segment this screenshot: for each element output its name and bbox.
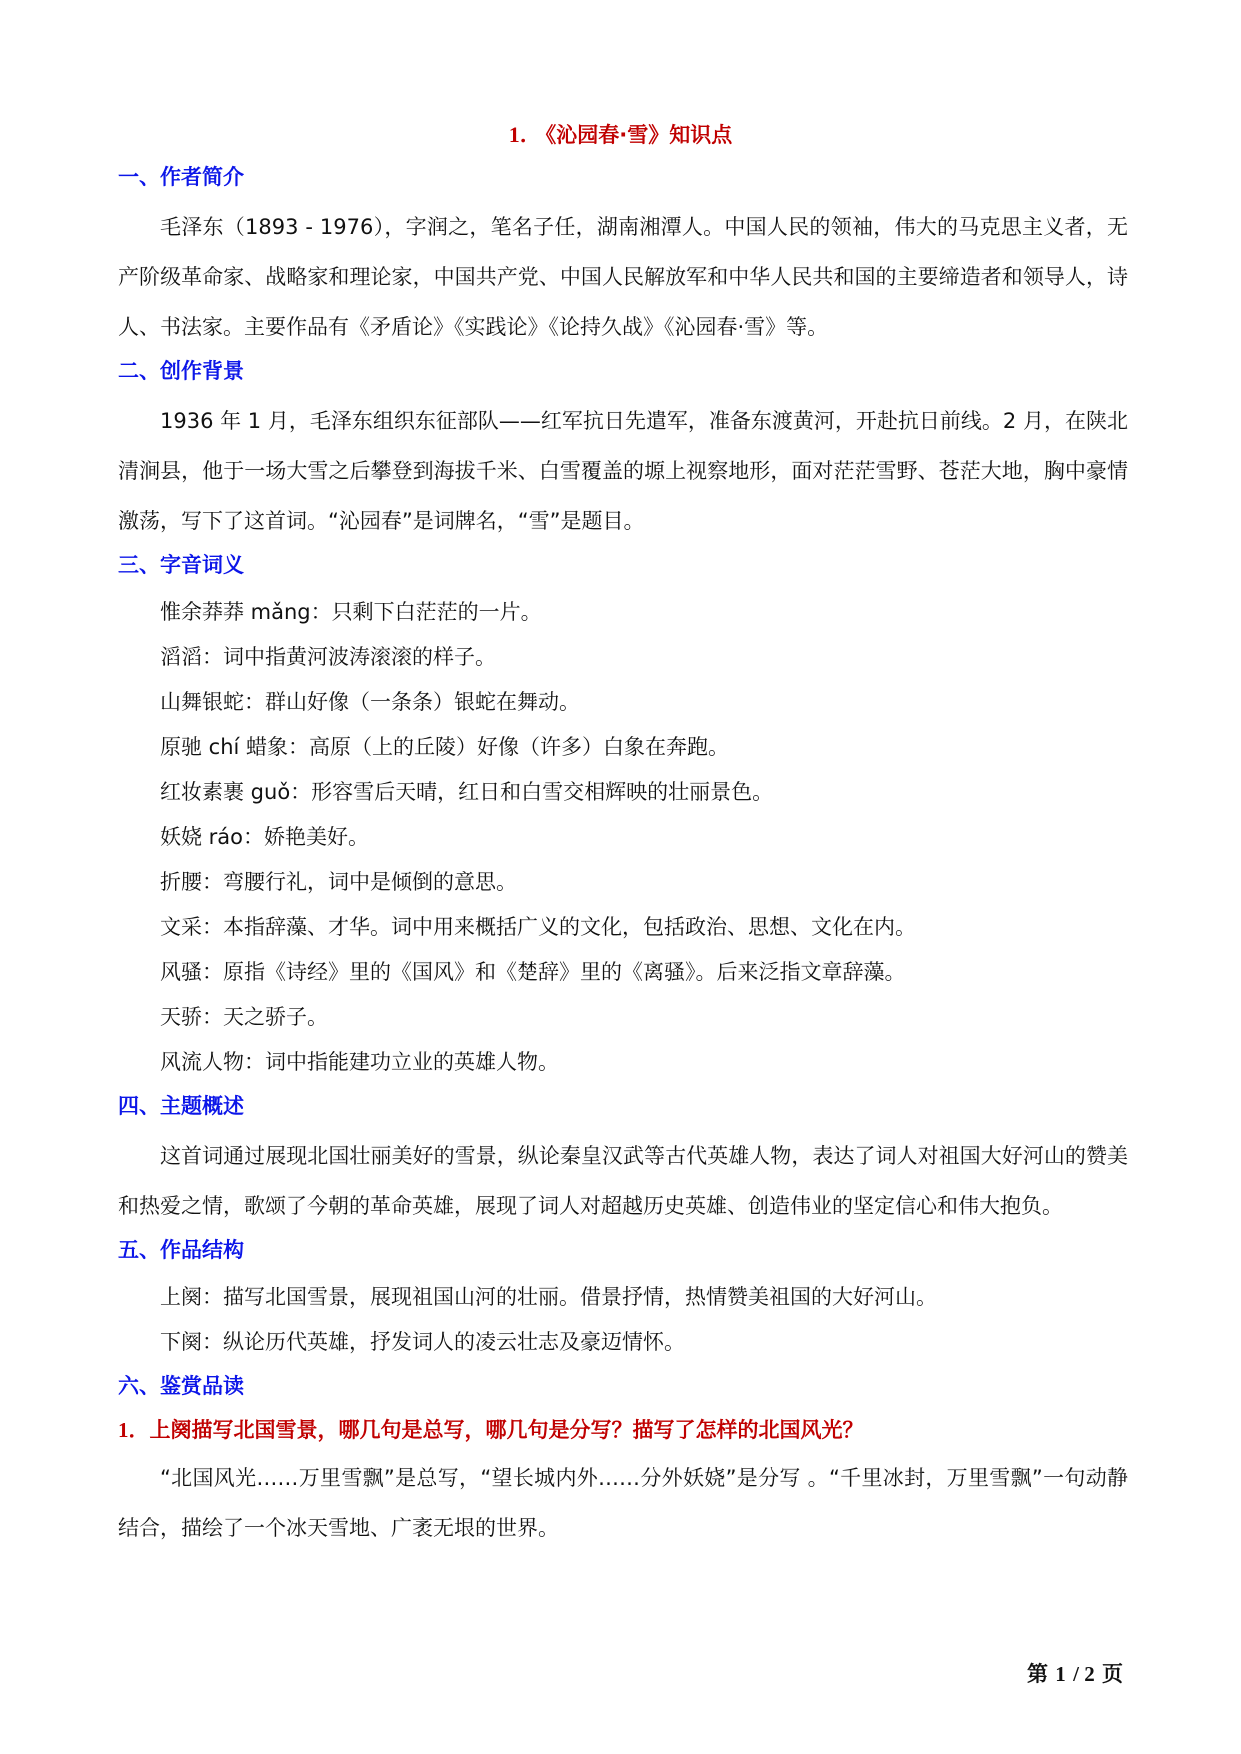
section-para-background: 1936 年 1 月，毛泽东组织东征部队——红军抗日先遣军，准备东渡黄河，开赴抗日前线。2 月，在陕北清涧县，他于一场大雪之后攀登到海拔千米、白雪覆盖的塬上视察地形，面对茫茫雪野、苍茫大地，胸中豪情激荡，写下了这首词。“沁园春”是词牌名，“雪”是题目。: [118, 409, 1128, 533]
vocabulary-list: [118, 590, 1128, 1085]
list-item: 天骄：天之骄子。: [160, 1005, 328, 1029]
list-item: 风骚：原指《诗经》里的《国风》和《楚辞》里的《离骚》。后来泛指文章辞藻。: [160, 960, 906, 984]
list-item: 文采：本指辞藻、才华。词中用来概括广义的文化，包括政治、思想、文化在内。: [160, 915, 916, 939]
structure-list: [118, 1275, 1128, 1365]
page-prefix: 第: [1026, 1662, 1048, 1686]
list-item: 上阕：描写北国雪景，展现祖国山河的壮丽。借景抒情，热情赞美祖国的大好河山。: [160, 1285, 937, 1309]
section-heading-structure: 五、作品结构: [118, 1238, 244, 1262]
answer-para: “北国风光……万里雪飘”是总写，“望长城内外……分外妖娆”是分写 。“千里冰封，万里雪飘”一句动静结合，描绘了一个冰天雪地、广袤无垠的世界。: [118, 1466, 1128, 1540]
question-text: 上阕描写北国雪景，哪几句是总写，哪几句是分写？描写了怎样的北国风光？: [149, 1418, 864, 1442]
title-text: 《沁园春·雪》知识点: [545, 123, 733, 147]
list-item: 滔滔：词中指黄河波涛滚滚的样子。: [160, 645, 496, 669]
list-item: 原驰 chí 蜡象：高原（上的丘陵）好像（许多）白象在奔跑。: [160, 735, 730, 759]
document-body: [118, 162, 1128, 1553]
list-item: 妖娆 ráo：娇艳美好。: [160, 825, 370, 849]
section-para-theme: 这首词通过展现北国壮丽美好的雪景，纵论秦皇汉武等古代英雄人物，表达了词人对祖国大好河山的赞美和热爱之情，歌颂了今朝的革命英雄，展现了词人对超越历史英雄、创造伟业的坚定信心和伟大抱负。: [118, 1144, 1128, 1218]
page-number: [1027, 1658, 1123, 1688]
section-heading-theme: 四、主题概述: [118, 1094, 244, 1118]
section-para-author: 毛泽东（1893 - 1976），字润之，笔名子任，湖南湘潭人。中国人民的领袖，伟大的马克思主义者，无产阶级革命家、战略家和理论家，中国共产党、中国人民解放军和中华人民共和国的主要缔造者和领导人，诗人、书法家。主要作品有《矛盾论》《实践论》《论持久战》《沁园春·雪》等。: [118, 215, 1128, 339]
question-number: 1．: [118, 1418, 150, 1442]
page-sep: /: [1073, 1662, 1085, 1686]
list-item: 山舞银蛇：群山好像（一条条）银蛇在舞动。: [160, 690, 580, 714]
section-heading-author: 一、作者简介: [118, 165, 244, 189]
page-current: 1: [1055, 1662, 1066, 1686]
page-suffix: 页: [1102, 1662, 1123, 1686]
section-heading-appreciation: 六、鉴赏品读: [118, 1374, 244, 1398]
page-total: 2: [1084, 1662, 1095, 1686]
list-item: 惟余莽莽 mǎng：只剩下白茫茫的一片。: [160, 600, 542, 624]
list-item: 红妆素裹 guǒ：形容雪后天晴，红日和白雪交相辉映的壮丽景色。: [160, 780, 774, 804]
question-heading: [118, 1415, 1128, 1445]
section-heading-background: 二、创作背景: [118, 359, 244, 383]
title-number: 1．: [508, 122, 542, 147]
list-item: 下阕：纵论历代英雄，抒发词人的凌云壮志及豪迈情怀。: [160, 1330, 685, 1354]
section-heading-vocabulary: 三、字音词义: [118, 553, 244, 577]
list-item: 折腰：弯腰行礼，词中是倾倒的意思。: [160, 870, 517, 894]
document-title: [0, 118, 1241, 149]
list-item: 风流人物：词中指能建功立业的英雄人物。: [160, 1050, 559, 1074]
